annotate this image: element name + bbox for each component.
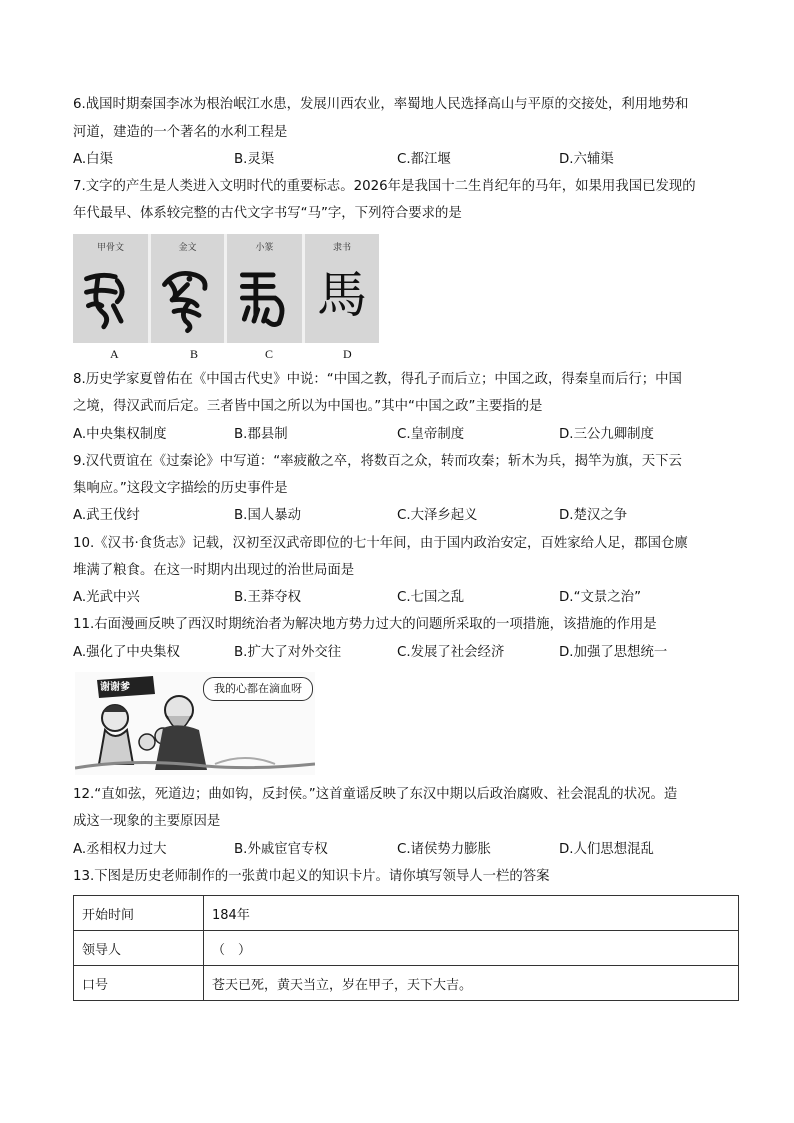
q8-option-a[interactable]: A.中央集权制度 <box>73 427 167 442</box>
row-value-slogan: 苍天已死，黄天当立，岁在甲子，天下大吉。 <box>204 966 739 1001</box>
q11-option-d[interactable]: D.加强了思想统一 <box>559 645 668 660</box>
script-label-oracle: 甲骨文 <box>96 243 124 253</box>
q9-option-a[interactable]: A.武王伐纣 <box>73 508 140 523</box>
q6-stem-line1: 6.战国时期秦国李冰为根治岷江水患，发展川西农业，率蜀地人民选择高山与平原的交接处，利用地势和 <box>73 97 689 112</box>
clerical-horse-glyph: 馬 <box>317 266 367 324</box>
bronze-horse-glyph <box>151 262 224 334</box>
q6-stem-line2: 河道，建造的一个著名的水利工程是 <box>73 125 288 140</box>
q10-option-d[interactable]: D.“文景之治” <box>559 590 642 605</box>
q8-stem-line1: 8.历史学家夏曾佑在《中国古代史》中说：“中国之教，得孔子而后立；中国之政，得秦皇而后行；中国 <box>73 372 682 387</box>
q12-stem-line1: 12.“直如弦，死道边；曲如钩，反封侯。”这首童谣反映了东汉中期以后政治腐败、社会混乱的状况。造 <box>73 787 678 802</box>
q12-option-d[interactable]: D.人们思想混乱 <box>559 842 654 857</box>
q7-option-d[interactable]: D <box>343 347 352 361</box>
yellow-turban-knowledge-card <box>73 895 739 1001</box>
row-label-start-time: 开始时间 <box>74 896 204 931</box>
table-row <box>74 896 739 931</box>
row-label-slogan: 口号 <box>74 966 204 1001</box>
q9-stem-line2: 集响应。”这段文字描绘的历史事件是 <box>73 481 288 496</box>
q11-option-b[interactable]: B.扩大了对外交往 <box>234 645 342 660</box>
q12-option-b[interactable]: B.外戚宦官专权 <box>234 842 328 857</box>
q8-option-d[interactable]: D.三公九卿制度 <box>559 427 654 442</box>
script-panel-bronze <box>151 234 227 343</box>
q13-stem-line1: 13.下图是历史老师制作的一张黄巾起义的知识卡片。请你填写领导人一栏的答案 <box>73 869 550 884</box>
script-panel-clerical <box>305 234 379 343</box>
row-value-leader-blank[interactable]: （ ） <box>204 931 739 966</box>
q7-stem-line1: 7.文字的产生是人类进入文明时代的重要标志。2026年是我国十二生肖纪年的马年，如果用我国已发现的 <box>73 179 696 194</box>
q11-stem-line1: 11.右面漫画反映了西汉时期统治者为解决地方势力过大的问题所采取的一项措施，该措施的作用是 <box>73 617 657 632</box>
q10-option-a[interactable]: A.光武中兴 <box>73 590 140 605</box>
q11-option-a[interactable]: A.强化了中央集权 <box>73 645 180 660</box>
q10-option-b[interactable]: B.王莽夺权 <box>234 590 302 605</box>
q10-stem-line1: 10.《汉书·食货志》记载，汉初至汉武帝即位的七十年间，由于国内政治安定，百姓家给人足，郡国仓廪 <box>73 536 688 551</box>
q10-option-c[interactable]: C.七国之乱 <box>397 590 465 605</box>
q10-stem-line2: 堆满了粮食。在这一时期内出现过的治世局面是 <box>73 563 355 578</box>
horse-script-figure <box>73 234 379 343</box>
table-row <box>74 931 739 966</box>
seal-horse-glyph <box>227 262 302 334</box>
script-panel-oracle <box>73 234 151 343</box>
q8-option-c[interactable]: C.皇帝制度 <box>397 427 465 442</box>
cartoon-sign-text: 谢谢爹 <box>100 682 130 693</box>
q6-option-a[interactable]: A.白渠 <box>73 152 113 167</box>
q8-option-b[interactable]: B.郡县制 <box>234 427 288 442</box>
cartoon-speech-bubble: 我的心都在滴血呀 <box>203 677 313 701</box>
q11-option-c[interactable]: C.发展了社会经济 <box>397 645 505 660</box>
q7-option-c[interactable]: C <box>265 347 274 361</box>
script-label-bronze: 金文 <box>178 243 197 253</box>
script-label-clerical: 隶书 <box>332 243 351 253</box>
q7-option-a[interactable]: A <box>110 347 119 361</box>
q9-stem-line1: 9.汉代贾谊在《过秦论》中写道：“率疲敝之卒，将数百之众，转而攻秦；斩木为兵，揭竿为旗，天下云 <box>73 454 682 469</box>
q9-option-d[interactable]: D.楚汉之争 <box>559 508 628 523</box>
q6-option-b[interactable]: B.灵渠 <box>234 152 275 167</box>
q7-option-b[interactable]: B <box>190 347 199 361</box>
script-panel-seal <box>227 234 305 343</box>
q8-stem-line2: 之境，得汉武而后定。三者皆中国之所以为中国也。”其中“中国之政”主要指的是 <box>73 399 543 414</box>
script-label-seal: 小篆 <box>255 243 274 253</box>
q7-stem-line2: 年代最早、体系较完整的古代文字书写“马”字，下列符合要求的是 <box>73 206 462 221</box>
row-label-leader: 领导人 <box>74 931 204 966</box>
q6-option-c[interactable]: C.都江堰 <box>397 152 451 167</box>
q12-stem-line2: 成这一现象的主要原因是 <box>73 814 221 829</box>
q9-option-c[interactable]: C.大泽乡起义 <box>397 508 478 523</box>
table-row <box>74 966 739 1001</box>
q12-option-a[interactable]: A.丞相权力过大 <box>73 842 167 857</box>
oracle-horse-glyph <box>73 262 148 334</box>
q12-option-c[interactable]: C.诸侯势力膨胀 <box>397 842 491 857</box>
row-value-start-time: 184年 <box>204 896 739 931</box>
q6-option-d[interactable]: D.六辅渠 <box>559 152 614 167</box>
q9-option-b[interactable]: B.国人暴动 <box>234 508 302 523</box>
